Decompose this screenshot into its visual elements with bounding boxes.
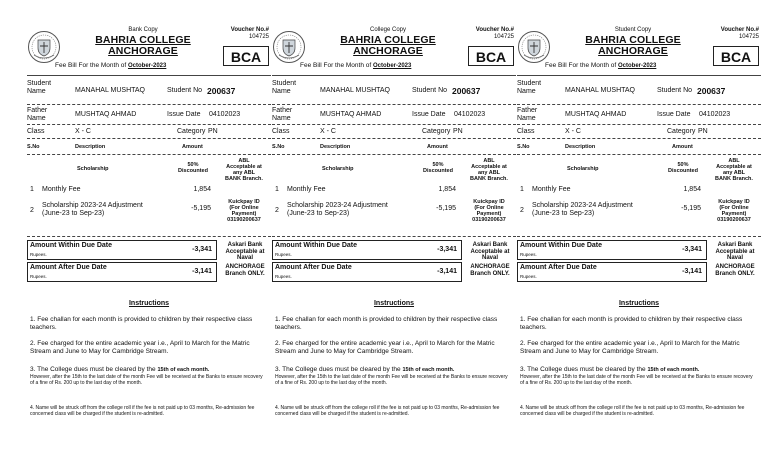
col-amount-header: Amount: [427, 144, 448, 150]
voucher-number: 104725: [738, 34, 759, 40]
student-name-label: Student Name: [517, 80, 542, 95]
amount-within-value: -3,341: [192, 246, 212, 253]
row-amount: 1,854: [683, 186, 701, 193]
amount-after-due-box: [27, 262, 217, 282]
instructions-title: Instructions: [128, 300, 170, 307]
copy-label: Bank Copy: [128, 27, 158, 33]
kuickpay-note: Kuickpay ID (For Online Payment) 03190200637: [472, 199, 506, 223]
divider: [517, 154, 761, 155]
row-description: Scholarship 2023-24 Adjustment (June-23 to Sep-23): [532, 202, 633, 217]
voucher-number: 104725: [248, 34, 269, 40]
scholarship-header: Scholarship: [567, 166, 599, 172]
college-crest-icon: [272, 30, 306, 64]
voucher-label: Voucher No.#: [230, 27, 269, 33]
college-copy: [272, 0, 516, 466]
instructions-title: Instructions: [618, 300, 660, 307]
amount-after-label: Amount After Due Date: [520, 264, 597, 271]
issue-date-label: Issue Date: [412, 111, 446, 118]
fee-bill-month: Fee Bill For the Month of October-2023: [545, 62, 657, 69]
row-description: Monthly Fee: [42, 186, 81, 193]
instruction-2: 2. Fee charged for the entire academic year i.e., April to March for the Matric Stream and June to May for Cambridge Stream.: [30, 340, 250, 355]
student-no-label: Student No: [412, 87, 448, 94]
divider: [272, 124, 516, 125]
row-description: Scholarship 2023-24 Adjustment (June-23 to Sep-23): [42, 202, 143, 217]
divider: [272, 138, 516, 139]
rupees-label: Rupees.: [30, 274, 47, 279]
divider: [517, 138, 761, 139]
class-value: X - C: [565, 128, 581, 135]
col-sno-header: S.No: [517, 144, 530, 150]
class-value: X - C: [320, 128, 336, 135]
copy-label: College Copy: [369, 27, 407, 33]
discount-note: 50% Discounted: [178, 162, 208, 174]
col-description-header: Description: [75, 144, 106, 150]
amount-within-value: -3,341: [437, 246, 457, 253]
divider: [272, 154, 516, 155]
student-name: MANAHAL MUSHTAQ: [565, 87, 636, 94]
row-amount: -5,195: [436, 205, 456, 212]
rupees-label: Rupees.: [275, 252, 292, 257]
col-amount-header: Amount: [182, 144, 203, 150]
college-name: BAHRIA COLLEGE ANCHORAGE: [95, 34, 191, 57]
discount-note: 50% Discounted: [668, 162, 698, 174]
row-amount: 1,854: [193, 186, 211, 193]
category-value: PN: [698, 128, 708, 135]
row-sno: 1: [30, 186, 34, 193]
amount-within-due-box: [517, 240, 707, 260]
voucher-number: 104725: [493, 34, 514, 40]
issue-date: 04102023: [454, 111, 486, 118]
student-no-label: Student No: [657, 87, 693, 94]
scholarship-header: Scholarship: [322, 166, 354, 172]
bank-copy: [27, 0, 271, 466]
row-amount: -5,195: [191, 205, 211, 212]
instruction-3-detail: However, after the 15th to the last date of the month Fee will be received at the Banks to ensure recovery of a fine of Rs. 200 up to the last day of the month.: [30, 374, 263, 386]
abl-note: ABL Acceptable at any ABL BANK Branch.: [715, 158, 753, 182]
issue-date-label: Issue Date: [657, 111, 691, 118]
divider: [517, 236, 761, 237]
category-label: Category: [177, 128, 206, 135]
category-value: PN: [453, 128, 463, 135]
fee-bill-month: Fee Bill For the Month of October-2023: [55, 62, 167, 69]
class-code-box: BCA: [223, 46, 269, 66]
class-label: Class: [27, 128, 45, 135]
col-description-header: Description: [565, 144, 596, 150]
col-sno-header: S.No: [272, 144, 285, 150]
student-no: 200637: [452, 86, 481, 96]
fee-bill-month: Fee Bill For the Month of October-2023: [300, 62, 412, 69]
student-no-label: Student No: [167, 87, 203, 94]
row-description: Monthly Fee: [287, 186, 326, 193]
father-name-label: Father Name: [517, 107, 538, 122]
askari-bank-note: Askari Bank Acceptable at Naval: [715, 242, 755, 261]
amount-after-value: -3,141: [437, 268, 457, 275]
instructions-title: Instructions: [373, 300, 415, 307]
kuickpay-note: Kuickpay ID (For Online Payment) 03190200637: [717, 199, 751, 223]
class-code-box: BCA: [713, 46, 759, 66]
divider: [27, 75, 271, 76]
issue-date: 04102023: [209, 111, 241, 118]
row-amount: 1,854: [438, 186, 456, 193]
category-label: Category: [422, 128, 451, 135]
father-name: MUSHTAQ AHMAD: [320, 111, 382, 118]
row-description: Scholarship 2023-24 Adjustment (June-23 to Sep-23): [287, 202, 388, 217]
student-copy: [517, 0, 761, 466]
category-value: PN: [208, 128, 218, 135]
amount-within-label: Amount Within Due Date: [520, 242, 602, 249]
amount-within-due-box: [27, 240, 217, 260]
student-no: 200637: [207, 86, 236, 96]
father-name: MUSHTAQ AHMAD: [75, 111, 137, 118]
college-name: BAHRIA COLLEGE ANCHORAGE: [585, 34, 681, 57]
divider: [27, 104, 271, 105]
instruction-1: 1. Fee challan for each month is provided to children by their respective class teachers.: [30, 316, 253, 331]
amount-within-label: Amount Within Due Date: [30, 242, 112, 249]
student-no: 200637: [697, 86, 726, 96]
issue-date: 04102023: [699, 111, 731, 118]
row-sno: 2: [520, 207, 524, 214]
divider: [27, 154, 271, 155]
amount-after-label: Amount After Due Date: [30, 264, 107, 271]
instruction-4: 4. Name will be struck off from the college roll if the fee is not paid up to 03 months, Re-admission fee concerned class will be charged if the student is re-admitted.: [275, 405, 500, 417]
askari-bank-note: Askari Bank Acceptable at Naval: [225, 242, 265, 261]
student-name: MANAHAL MUSHTAQ: [75, 87, 146, 94]
askari-bank-note: Askari Bank Acceptable at Naval: [470, 242, 510, 261]
class-value: X - C: [75, 128, 91, 135]
anchorage-branch-note: ANCHORAGE Branch ONLY.: [225, 264, 265, 277]
scholarship-header: Scholarship: [77, 166, 109, 172]
abl-note: ABL Acceptable at any ABL BANK Branch.: [470, 158, 508, 182]
copy-label: Student Copy: [614, 27, 652, 33]
category-label: Category: [667, 128, 696, 135]
rupees-label: Rupees.: [275, 274, 292, 279]
instruction-3: 3. The College dues must be cleared by the 15th of each month.: [520, 366, 700, 373]
divider: [517, 104, 761, 105]
instruction-3-detail: However, after the 15th to the last date of the month Fee will be received at the Banks to ensure recovery of a fine of Rs. 200 up to the last day of the month.: [275, 374, 508, 386]
abl-note: ABL Acceptable at any ABL BANK Branch.: [225, 158, 263, 182]
col-amount-header: Amount: [672, 144, 693, 150]
college-crest-icon: [27, 30, 61, 64]
anchorage-branch-note: ANCHORAGE Branch ONLY.: [715, 264, 755, 277]
amount-after-label: Amount After Due Date: [275, 264, 352, 271]
father-name: MUSHTAQ AHMAD: [565, 111, 627, 118]
divider: [27, 138, 271, 139]
class-label: Class: [272, 128, 290, 135]
kuickpay-note: Kuickpay ID (For Online Payment) 03190200637: [227, 199, 261, 223]
amount-after-value: -3,141: [192, 268, 212, 275]
voucher-label: Voucher No.#: [720, 27, 759, 33]
divider: [272, 104, 516, 105]
row-sno: 2: [275, 207, 279, 214]
amount-after-due-box: [272, 262, 462, 282]
student-name-label: Student Name: [272, 80, 297, 95]
instruction-4: 4. Name will be struck off from the college roll if the fee is not paid up to 03 months, Re-admission fee concerned class will be charged if the student is re-admitted.: [30, 405, 255, 417]
divider: [272, 236, 516, 237]
divider: [517, 124, 761, 125]
amount-after-value: -3,141: [682, 268, 702, 275]
col-description-header: Description: [320, 144, 351, 150]
father-name-label: Father Name: [27, 107, 48, 122]
divider: [272, 75, 516, 76]
student-name-label: Student Name: [27, 80, 52, 95]
row-sno: 1: [520, 186, 524, 193]
college-crest-icon: [517, 30, 551, 64]
issue-date-label: Issue Date: [167, 111, 201, 118]
divider: [27, 124, 271, 125]
college-name: BAHRIA COLLEGE ANCHORAGE: [340, 34, 436, 57]
instruction-2: 2. Fee charged for the entire academic year i.e., April to March for the Matric Stream and June to May for Cambridge Stream.: [520, 340, 740, 355]
father-name-label: Father Name: [272, 107, 293, 122]
col-sno-header: S.No: [27, 144, 40, 150]
amount-within-label: Amount Within Due Date: [275, 242, 357, 249]
instruction-3: 3. The College dues must be cleared by the 15th of each month.: [275, 366, 455, 373]
class-code-box: BCA: [468, 46, 514, 66]
instruction-3: 3. The College dues must be cleared by the 15th of each month.: [30, 366, 210, 373]
instruction-1: 1. Fee challan for each month is provided to children by their respective class teachers.: [520, 316, 743, 331]
amount-after-due-box: [517, 262, 707, 282]
row-amount: -5,195: [681, 205, 701, 212]
amount-within-value: -3,341: [682, 246, 702, 253]
instruction-4: 4. Name will be struck off from the college roll if the fee is not paid up to 03 months, Re-admission fee concerned class will be charged if the student is re-admitted.: [520, 405, 745, 417]
instruction-3-detail: However, after the 15th to the last date of the month Fee will be received at the Banks to ensure recovery of a fine of Rs. 200 up to the last day of the month.: [520, 374, 753, 386]
rupees-label: Rupees.: [520, 252, 537, 257]
amount-within-due-box: [272, 240, 462, 260]
class-label: Class: [517, 128, 535, 135]
rupees-label: Rupees.: [520, 274, 537, 279]
discount-note: 50% Discounted: [423, 162, 453, 174]
instruction-1: 1. Fee challan for each month is provided to children by their respective class teachers.: [275, 316, 498, 331]
divider: [27, 236, 271, 237]
rupees-label: Rupees.: [30, 252, 47, 257]
divider: [517, 75, 761, 76]
instruction-2: 2. Fee charged for the entire academic year i.e., April to March for the Matric Stream and June to May for Cambridge Stream.: [275, 340, 495, 355]
row-sno: 2: [30, 207, 34, 214]
row-description: Monthly Fee: [532, 186, 571, 193]
student-name: MANAHAL MUSHTAQ: [320, 87, 391, 94]
anchorage-branch-note: ANCHORAGE Branch ONLY.: [470, 264, 510, 277]
voucher-label: Voucher No.#: [475, 27, 514, 33]
row-sno: 1: [275, 186, 279, 193]
